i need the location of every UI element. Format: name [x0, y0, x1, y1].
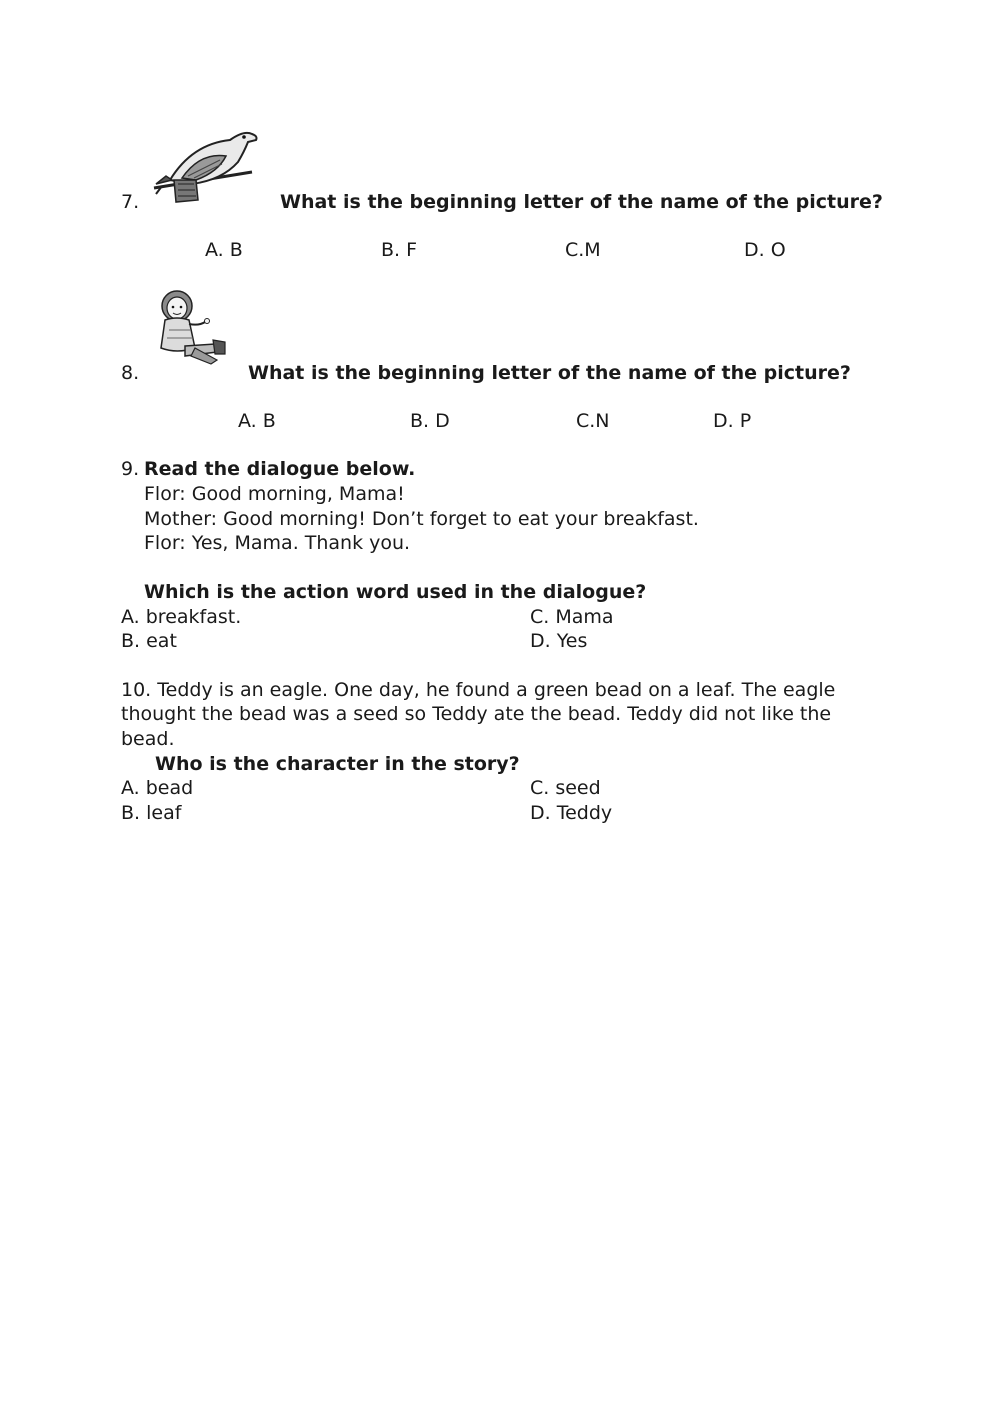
q9-instruction: Read the dialogue below.	[144, 458, 416, 480]
q8-option-a[interactable]: A. B	[238, 410, 276, 432]
q9-option-b[interactable]: B. eat	[121, 630, 177, 652]
q9-question: Which is the action word used in the dialogue?	[144, 581, 647, 603]
q9-option-d[interactable]: D. Yes	[530, 630, 588, 652]
q10-story-line: 10. Teddy is an eagle. One day, he found a green bead on a leaf. The eagle	[121, 679, 836, 701]
q10-option-a[interactable]: A. bead	[121, 777, 194, 799]
q8-option-b[interactable]: B. D	[410, 410, 450, 432]
q9-dialogue-line: Flor: Good morning, Mama!	[144, 483, 405, 505]
bird-on-branch-icon	[152, 122, 262, 208]
doll-icon	[155, 286, 231, 366]
q7-prompt: What is the beginning letter of the name of the picture?	[280, 191, 883, 213]
q7-option-c[interactable]: C.M	[565, 239, 601, 261]
q8-number: 8.	[121, 362, 140, 384]
q10-option-c[interactable]: C. seed	[530, 777, 601, 799]
q7-option-b[interactable]: B. F	[381, 239, 418, 261]
q8-option-d[interactable]: D. P	[713, 410, 752, 432]
q10-option-b[interactable]: B. leaf	[121, 802, 182, 824]
q10-story-line: bead.	[121, 728, 175, 750]
q7-option-a[interactable]: A. B	[205, 239, 243, 261]
q7-number: 7.	[121, 191, 140, 213]
q9-option-c[interactable]: C. Mama	[530, 606, 614, 628]
q7-option-d[interactable]: D. O	[744, 239, 786, 261]
q10-question: Who is the character in the story?	[155, 753, 520, 775]
q9-number: 9.	[121, 458, 140, 480]
q8-option-c[interactable]: C.N	[576, 410, 610, 432]
q9-option-a[interactable]: A. breakfast.	[121, 606, 242, 628]
q10-story-line: thought the bead was a seed so Teddy ate the bead. Teddy did not like the	[121, 703, 832, 725]
q8-prompt: What is the beginning letter of the name of the picture?	[248, 362, 851, 384]
q9-dialogue-line: Flor: Yes, Mama. Thank you.	[144, 532, 411, 554]
q10-option-d[interactable]: D. Teddy	[530, 802, 613, 824]
q9-dialogue-line: Mother: Good morning! Don’t forget to eat your breakfast.	[144, 508, 699, 530]
